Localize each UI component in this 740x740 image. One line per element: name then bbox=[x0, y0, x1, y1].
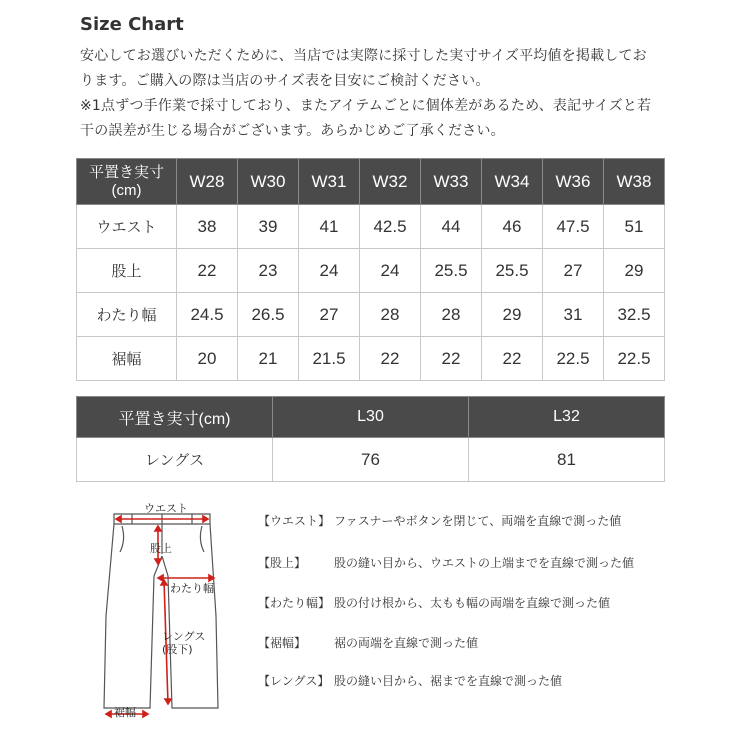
row-label: レングス bbox=[77, 438, 273, 482]
intro-line: ります。ご購入の際は当店のサイズ表を目安にご検討ください。 bbox=[80, 73, 490, 89]
table-cell: 28 bbox=[421, 293, 482, 337]
right-pocket bbox=[200, 526, 204, 552]
table-row bbox=[77, 293, 665, 337]
row-label: わたり幅 bbox=[77, 293, 177, 337]
table-cell: 22 bbox=[360, 337, 421, 381]
legend-item bbox=[258, 634, 478, 651]
table-cell: 42.5 bbox=[360, 205, 421, 249]
table-cell: 26.5 bbox=[238, 293, 299, 337]
intro-line: ※1点ずつ手作業で採寸しており、またアイテムごとに個体差があるため、表記サイズと若 bbox=[80, 98, 652, 114]
size-header: W28 bbox=[177, 159, 238, 205]
pants-diagram bbox=[92, 496, 252, 722]
legend-term: 【股上】 bbox=[258, 556, 307, 570]
left-pocket bbox=[120, 526, 124, 552]
size-header: W30 bbox=[238, 159, 299, 205]
size-header: L30 bbox=[273, 397, 469, 438]
table-cell: 76 bbox=[273, 438, 469, 482]
legend-term: 【レングス】 bbox=[258, 674, 330, 688]
legend-item bbox=[258, 554, 634, 571]
table-cell: 20 bbox=[177, 337, 238, 381]
table-row bbox=[77, 249, 665, 293]
table-cell: 46 bbox=[482, 205, 543, 249]
length-header-row bbox=[77, 397, 665, 438]
row-label: ウエスト bbox=[77, 205, 177, 249]
rise-label: 股上 bbox=[150, 542, 172, 555]
header-corner-unit: (cm) bbox=[111, 181, 142, 199]
table-cell: 47.5 bbox=[543, 205, 604, 249]
table-cell: 27 bbox=[299, 293, 360, 337]
table-cell: 38 bbox=[177, 205, 238, 249]
legend-term: 【ウエスト】 bbox=[258, 514, 331, 528]
table-cell: 22 bbox=[177, 249, 238, 293]
length-table bbox=[76, 396, 665, 482]
table-cell: 25.5 bbox=[421, 249, 482, 293]
thigh-label: わたり幅 bbox=[170, 582, 214, 595]
table-row bbox=[77, 438, 665, 482]
page-title: Size Chart bbox=[80, 14, 184, 35]
size-header: W34 bbox=[482, 159, 543, 205]
header-corner-label: 平置き実寸 bbox=[88, 163, 164, 181]
pants-outline-graphic bbox=[92, 496, 252, 722]
length-label-line: レングス bbox=[162, 630, 206, 643]
legend-desc: 股の縫い目から、ウエストの上端までを直線で測った値 bbox=[334, 556, 635, 570]
intro-text bbox=[80, 44, 680, 144]
table-cell: 21 bbox=[238, 337, 299, 381]
size-header-row bbox=[77, 159, 665, 205]
waist-label: ウエスト bbox=[144, 502, 188, 515]
hem-label: 裾幅 bbox=[114, 706, 136, 719]
table-row bbox=[77, 205, 665, 249]
table-cell: 24.5 bbox=[177, 293, 238, 337]
table-cell: 24 bbox=[299, 249, 360, 293]
table-cell: 41 bbox=[299, 205, 360, 249]
size-header: W33 bbox=[421, 159, 482, 205]
row-label: 股上 bbox=[77, 249, 177, 293]
table-cell: 29 bbox=[604, 249, 665, 293]
table-cell: 22 bbox=[482, 337, 543, 381]
legend-desc: 股の縫い目から、裾までを直線で測った値 bbox=[334, 674, 563, 688]
table-cell: 22 bbox=[421, 337, 482, 381]
table-cell: 44 bbox=[421, 205, 482, 249]
intro-line: 安心してお選びいただくために、当店では実際に採寸した実寸サイズ平均値を掲載してお bbox=[80, 48, 647, 64]
legend-desc: 股の付け根から、太もも幅の両端を直線で測った値 bbox=[334, 596, 611, 610]
legend-item bbox=[258, 512, 621, 529]
table-cell: 51 bbox=[604, 205, 665, 249]
table-cell: 22.5 bbox=[543, 337, 604, 381]
legend-desc: ファスナーやボタンを閉じて、両端を直線で測った値 bbox=[334, 514, 622, 528]
table-cell: 32.5 bbox=[604, 293, 665, 337]
size-header: W38 bbox=[604, 159, 665, 205]
legend-item bbox=[258, 594, 610, 611]
table-cell: 25.5 bbox=[482, 249, 543, 293]
table-cell: 81 bbox=[469, 438, 665, 482]
length-label-line: (股下) bbox=[162, 643, 193, 656]
legend-term: 【裾幅】 bbox=[258, 636, 307, 650]
row-label: 裾幅 bbox=[77, 337, 177, 381]
table-cell: 27 bbox=[543, 249, 604, 293]
legend-term: 【わたり幅】 bbox=[258, 596, 331, 610]
table-cell: 21.5 bbox=[299, 337, 360, 381]
header-corner bbox=[77, 159, 177, 205]
legend-desc: 裾の両端を直線で測った値 bbox=[334, 636, 479, 650]
table-cell: 24 bbox=[360, 249, 421, 293]
table-cell: 29 bbox=[482, 293, 543, 337]
size-header: W32 bbox=[360, 159, 421, 205]
header-corner: 平置き実寸(cm) bbox=[77, 397, 273, 438]
legend-item bbox=[258, 672, 562, 689]
size-header: L32 bbox=[469, 397, 665, 438]
table-cell: 31 bbox=[543, 293, 604, 337]
size-table bbox=[76, 158, 665, 381]
table-row bbox=[77, 337, 665, 381]
length-label bbox=[162, 630, 205, 656]
table-cell: 39 bbox=[238, 205, 299, 249]
intro-line: 干の誤差が生じる場合がございます。あらかじめご了承ください。 bbox=[80, 123, 505, 139]
size-header: W36 bbox=[543, 159, 604, 205]
table-cell: 28 bbox=[360, 293, 421, 337]
table-cell: 22.5 bbox=[604, 337, 665, 381]
size-header: W31 bbox=[299, 159, 360, 205]
table-cell: 23 bbox=[238, 249, 299, 293]
